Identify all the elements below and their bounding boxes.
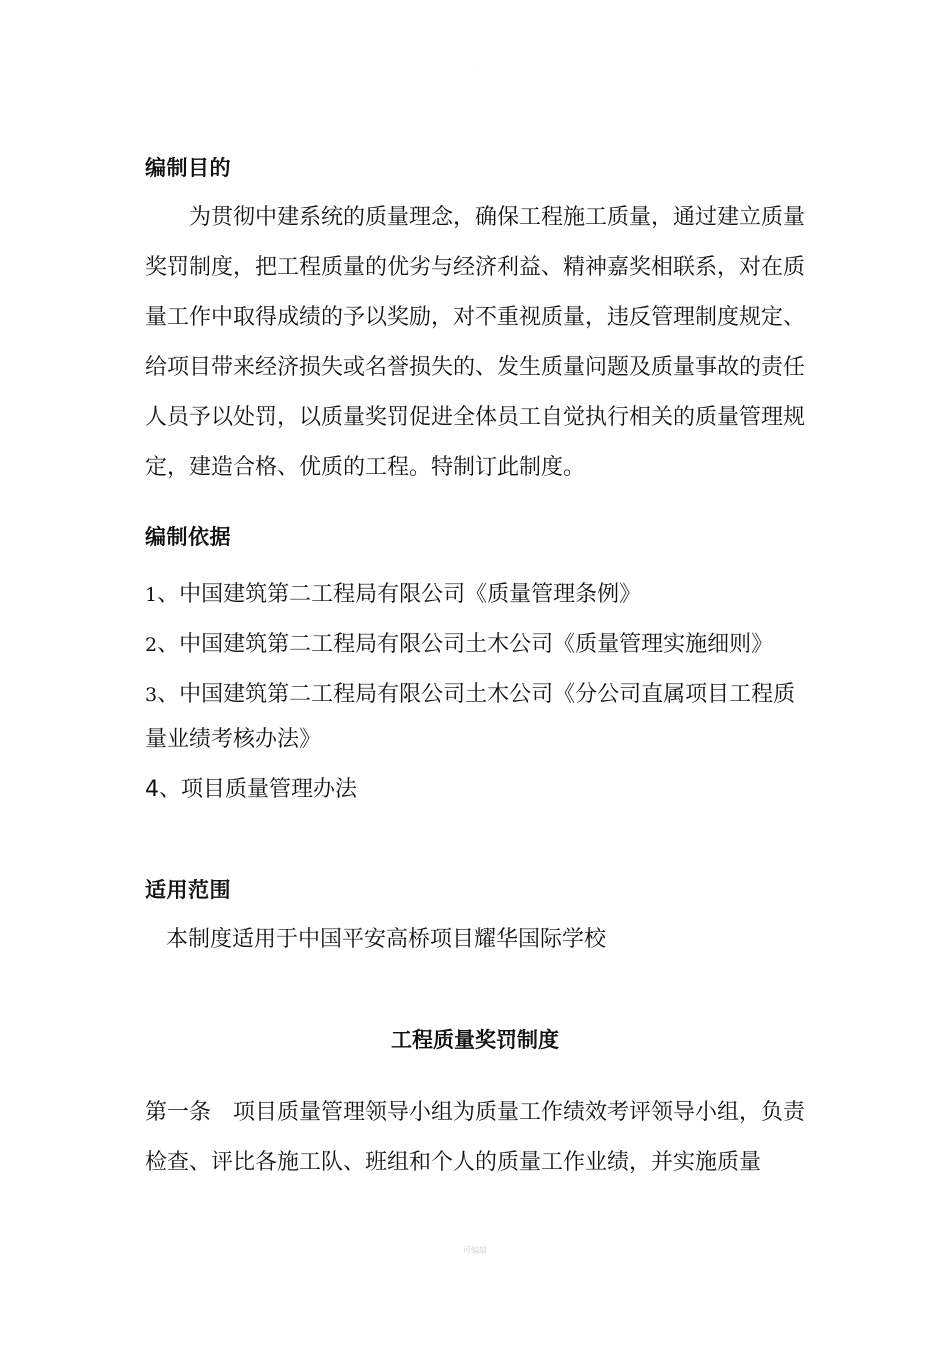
basis-item-4	[145, 775, 357, 805]
basis-item-text: 、中国建筑第二工程局有限公司《质量管理条例》	[157, 582, 642, 607]
basis-item-number: 2	[145, 634, 158, 656]
basis-item-3-continued: 量业绩考核办法》	[145, 727, 322, 752]
basis-item-text: 、中国建筑第二工程局有限公司土木公司《质量管理实施细则》	[157, 632, 774, 657]
scope-heading: 适用范围	[145, 878, 231, 902]
top-mark: ·	[474, 62, 476, 69]
basis-item-2	[145, 630, 773, 660]
basis-item-number: 4	[145, 777, 159, 802]
purpose-heading: 编制目的	[145, 156, 231, 180]
regulation-title: 工程质量奖罚制度	[391, 1028, 559, 1052]
footer-mark: 可编辑	[463, 1246, 487, 1255]
scope-text: 本制度适用于中国平安高桥项目耀华国际学校	[166, 927, 607, 952]
article-1: 第一条 项目质量管理领导小组为质量工作绩效考评领导小组，负责检查、评比各施工队、班组和个人的质量工作业绩，并实施质量	[145, 1100, 806, 1175]
purpose-paragraph: 为贯彻中建系统的质量理念，确保工程施工质量，通过建立质量奖罚制度，把工程质量的优劣与经济利益、精神嘉奖相联系，对在质量工作中取得成绩的予以奖励，对不重视质量，违反管理制度规定、给项目带来经济损失或名誉损失的、发生质量问题及质量事故的责任人员予以处罚，以质量奖罚促进全体员工自觉执行相关的质量管理规定，建造合格、优质的工程。特制订此制度。	[145, 205, 806, 480]
basis-item-number: 1	[145, 584, 158, 606]
basis-item-number: 3	[145, 684, 158, 706]
basis-item-text: 、项目质量管理办法	[159, 777, 358, 802]
basis-item-text: 、中国建筑第二工程局有限公司土木公司《分公司直属项目工程质	[157, 682, 796, 707]
basis-heading: 编制依据	[145, 525, 231, 549]
basis-item-3	[145, 680, 795, 710]
basis-item-1	[145, 580, 641, 610]
